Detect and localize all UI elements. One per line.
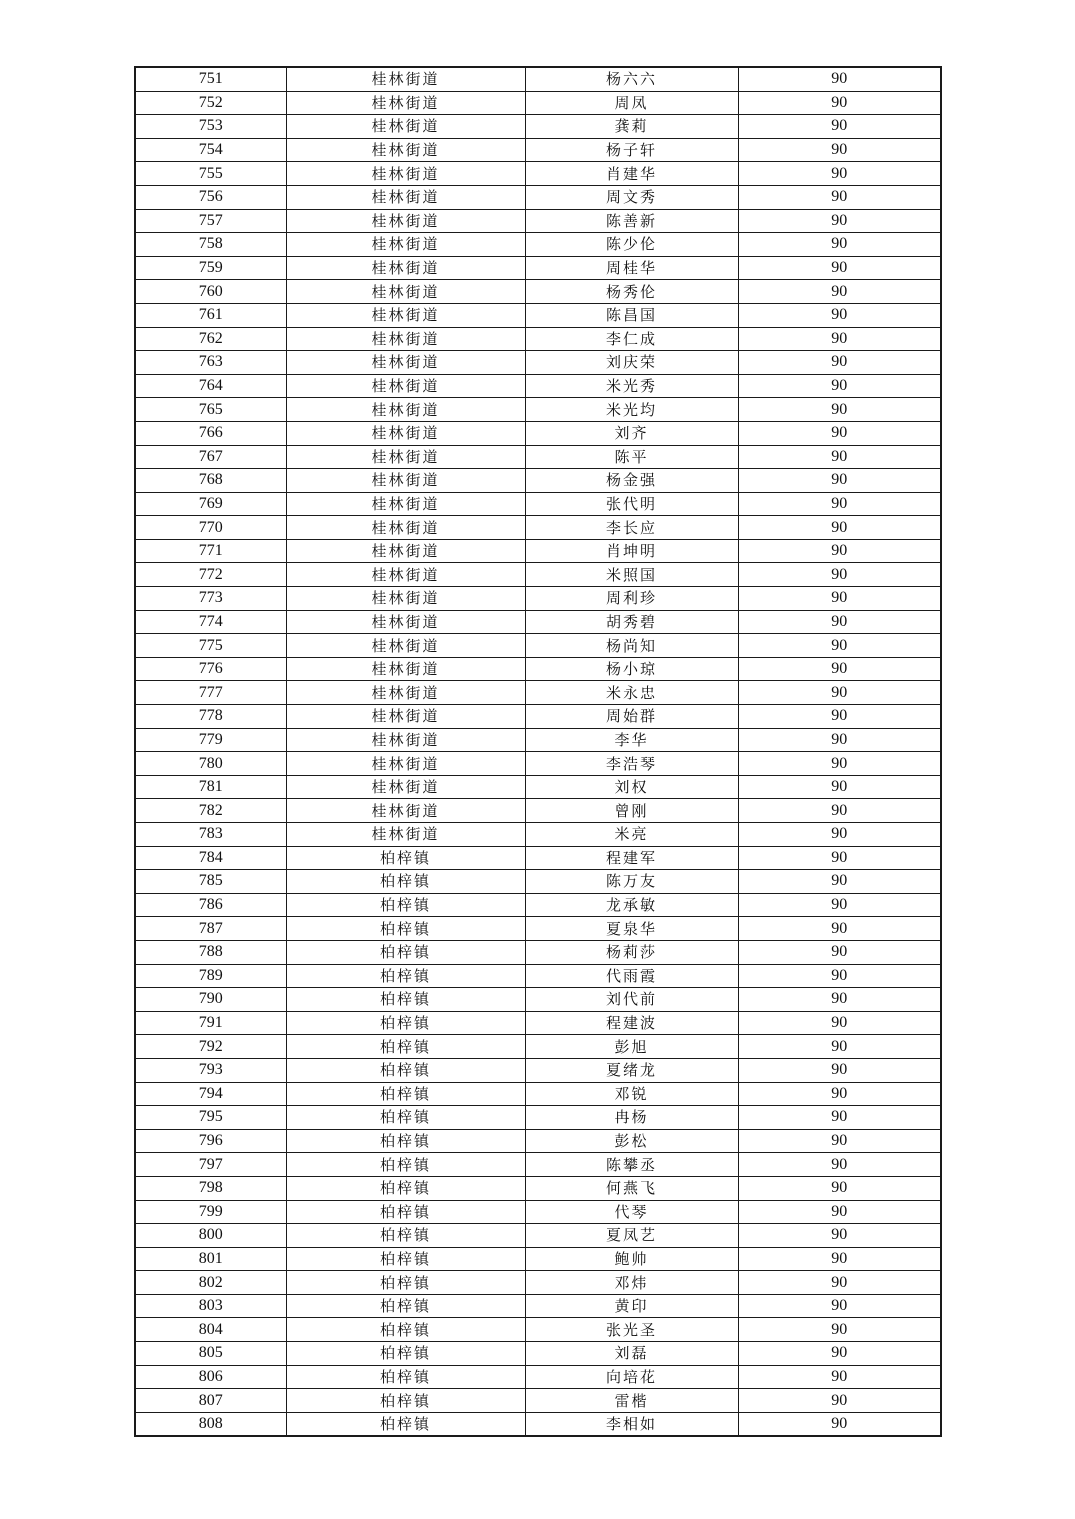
cell-number: 804: [135, 1318, 286, 1342]
cell-score: 90: [738, 374, 941, 398]
cell-town: 桂林街道: [286, 374, 525, 398]
cell-score: 90: [738, 185, 941, 209]
cell-name: 张光圣: [525, 1318, 738, 1342]
cell-town: 桂林街道: [286, 138, 525, 162]
cell-name: 杨小琼: [525, 657, 738, 681]
table-row: [135, 327, 941, 351]
table-row: [135, 846, 941, 870]
cell-town: 柏梓镇: [286, 893, 525, 917]
cell-number: 769: [135, 492, 286, 516]
cell-score: 90: [738, 280, 941, 304]
cell-name: 杨金强: [525, 469, 738, 493]
cell-town: 桂林街道: [286, 752, 525, 776]
cell-number: 758: [135, 233, 286, 257]
cell-score: 90: [738, 610, 941, 634]
cell-number: 770: [135, 516, 286, 540]
cell-score: 90: [738, 1082, 941, 1106]
table-row: [135, 1224, 941, 1248]
cell-number: 803: [135, 1294, 286, 1318]
cell-number: 782: [135, 799, 286, 823]
cell-town: 桂林街道: [286, 303, 525, 327]
table-row: [135, 1035, 941, 1059]
cell-town: 柏梓镇: [286, 1365, 525, 1389]
cell-town: 柏梓镇: [286, 1318, 525, 1342]
cell-score: 90: [738, 846, 941, 870]
cell-score: 90: [738, 1271, 941, 1295]
table-row: [135, 799, 941, 823]
cell-number: 776: [135, 657, 286, 681]
cell-score: 90: [738, 917, 941, 941]
cell-name: 刘磊: [525, 1342, 738, 1366]
cell-name: 程建波: [525, 1011, 738, 1035]
table-row: [135, 303, 941, 327]
cell-number: 762: [135, 327, 286, 351]
cell-number: 775: [135, 634, 286, 658]
cell-number: 802: [135, 1271, 286, 1295]
cell-number: 757: [135, 209, 286, 233]
cell-score: 90: [738, 1106, 941, 1130]
cell-number: 783: [135, 823, 286, 847]
cell-number: 797: [135, 1153, 286, 1177]
cell-town: 桂林街道: [286, 421, 525, 445]
cell-name: 李浩琴: [525, 752, 738, 776]
roster-table: [134, 66, 942, 1437]
table-row: [135, 445, 941, 469]
table-row: [135, 1389, 941, 1413]
cell-name: 杨子轩: [525, 138, 738, 162]
table-row: [135, 351, 941, 375]
table-row: [135, 1106, 941, 1130]
cell-number: 796: [135, 1129, 286, 1153]
table-row: [135, 469, 941, 493]
cell-score: 90: [738, 516, 941, 540]
table-row: [135, 940, 941, 964]
cell-score: 90: [738, 893, 941, 917]
table-row: [135, 775, 941, 799]
cell-number: 755: [135, 162, 286, 186]
cell-name: 刘代前: [525, 988, 738, 1012]
cell-score: 90: [738, 705, 941, 729]
cell-score: 90: [738, 728, 941, 752]
cell-score: 90: [738, 138, 941, 162]
cell-name: 胡秀碧: [525, 610, 738, 634]
table-row: [135, 705, 941, 729]
table-row: [135, 752, 941, 776]
cell-name: 代雨霞: [525, 964, 738, 988]
cell-name: 曾刚: [525, 799, 738, 823]
cell-score: 90: [738, 1058, 941, 1082]
cell-number: 764: [135, 374, 286, 398]
cell-number: 779: [135, 728, 286, 752]
cell-town: 桂林街道: [286, 610, 525, 634]
cell-town: 柏梓镇: [286, 988, 525, 1012]
table-row: [135, 280, 941, 304]
cell-score: 90: [738, 91, 941, 115]
cell-name: 鲍帅: [525, 1247, 738, 1271]
cell-score: 90: [738, 1153, 941, 1177]
cell-score: 90: [738, 1318, 941, 1342]
cell-number: 800: [135, 1224, 286, 1248]
table-row: [135, 256, 941, 280]
cell-number: 768: [135, 469, 286, 493]
cell-name: 夏绪龙: [525, 1058, 738, 1082]
cell-score: 90: [738, 1035, 941, 1059]
cell-number: 752: [135, 91, 286, 115]
cell-score: 90: [738, 539, 941, 563]
cell-number: 788: [135, 940, 286, 964]
cell-score: 90: [738, 445, 941, 469]
cell-name: 周始群: [525, 705, 738, 729]
table-row: [135, 539, 941, 563]
cell-town: 柏梓镇: [286, 964, 525, 988]
cell-town: 柏梓镇: [286, 1153, 525, 1177]
cell-score: 90: [738, 940, 941, 964]
cell-score: 90: [738, 1200, 941, 1224]
table-row: [135, 209, 941, 233]
cell-name: 杨秀伦: [525, 280, 738, 304]
cell-town: 柏梓镇: [286, 1058, 525, 1082]
table-row: [135, 185, 941, 209]
cell-town: 桂林街道: [286, 398, 525, 422]
cell-number: 778: [135, 705, 286, 729]
cell-number: 765: [135, 398, 286, 422]
cell-town: 桂林街道: [286, 280, 525, 304]
cell-town: 柏梓镇: [286, 1271, 525, 1295]
table-row: [135, 1176, 941, 1200]
cell-town: 桂林街道: [286, 256, 525, 280]
cell-score: 90: [738, 823, 941, 847]
table-row: [135, 1365, 941, 1389]
cell-town: 柏梓镇: [286, 1247, 525, 1271]
cell-number: 794: [135, 1082, 286, 1106]
table-row: [135, 1153, 941, 1177]
cell-town: 桂林街道: [286, 233, 525, 257]
cell-name: 杨六六: [525, 67, 738, 91]
cell-number: 786: [135, 893, 286, 917]
cell-score: 90: [738, 1342, 941, 1366]
cell-score: 90: [738, 775, 941, 799]
table-row: [135, 870, 941, 894]
table-row: [135, 421, 941, 445]
cell-number: 753: [135, 115, 286, 139]
cell-score: 90: [738, 67, 941, 91]
cell-town: 桂林街道: [286, 799, 525, 823]
cell-name: 米光秀: [525, 374, 738, 398]
cell-score: 90: [738, 162, 941, 186]
cell-score: 90: [738, 398, 941, 422]
cell-town: 桂林街道: [286, 162, 525, 186]
cell-number: 756: [135, 185, 286, 209]
table-row: [135, 1342, 941, 1366]
cell-score: 90: [738, 327, 941, 351]
cell-town: 桂林街道: [286, 775, 525, 799]
cell-town: 柏梓镇: [286, 1082, 525, 1106]
cell-score: 90: [738, 421, 941, 445]
cell-score: 90: [738, 469, 941, 493]
cell-name: 米永忠: [525, 681, 738, 705]
cell-town: 柏梓镇: [286, 1035, 525, 1059]
cell-number: 781: [135, 775, 286, 799]
cell-town: 柏梓镇: [286, 846, 525, 870]
table-row: [135, 563, 941, 587]
cell-town: 桂林街道: [286, 539, 525, 563]
cell-number: 807: [135, 1389, 286, 1413]
table-row: [135, 823, 941, 847]
cell-number: 771: [135, 539, 286, 563]
cell-score: 90: [738, 988, 941, 1012]
cell-town: 桂林街道: [286, 351, 525, 375]
cell-town: 桂林街道: [286, 728, 525, 752]
table-row: [135, 91, 941, 115]
table-row: [135, 162, 941, 186]
cell-number: 799: [135, 1200, 286, 1224]
cell-number: 772: [135, 563, 286, 587]
cell-name: 陈攀丞: [525, 1153, 738, 1177]
cell-name: 夏凤艺: [525, 1224, 738, 1248]
cell-score: 90: [738, 587, 941, 611]
cell-town: 柏梓镇: [286, 1342, 525, 1366]
cell-name: 杨莉莎: [525, 940, 738, 964]
cell-number: 763: [135, 351, 286, 375]
cell-name: 陈平: [525, 445, 738, 469]
table-row: [135, 657, 941, 681]
cell-score: 90: [738, 1365, 941, 1389]
cell-name: 代琴: [525, 1200, 738, 1224]
roster-table-body: [135, 67, 941, 1436]
table-row: [135, 67, 941, 91]
cell-number: 773: [135, 587, 286, 611]
cell-score: 90: [738, 1412, 941, 1436]
table-row: [135, 233, 941, 257]
cell-town: 桂林街道: [286, 516, 525, 540]
cell-name: 彭旭: [525, 1035, 738, 1059]
cell-score: 90: [738, 870, 941, 894]
cell-score: 90: [738, 752, 941, 776]
cell-name: 向培花: [525, 1365, 738, 1389]
cell-town: 柏梓镇: [286, 1224, 525, 1248]
table-row: [135, 115, 941, 139]
cell-town: 桂林街道: [286, 587, 525, 611]
cell-number: 791: [135, 1011, 286, 1035]
table-row: [135, 492, 941, 516]
cell-score: 90: [738, 256, 941, 280]
cell-score: 90: [738, 209, 941, 233]
cell-name: 周利珍: [525, 587, 738, 611]
cell-score: 90: [738, 657, 941, 681]
cell-name: 邓炜: [525, 1271, 738, 1295]
cell-name: 刘庆荣: [525, 351, 738, 375]
cell-town: 桂林街道: [286, 115, 525, 139]
cell-name: 邓锐: [525, 1082, 738, 1106]
cell-name: 杨尚知: [525, 634, 738, 658]
cell-number: 754: [135, 138, 286, 162]
table-row: [135, 587, 941, 611]
table-row: [135, 1318, 941, 1342]
table-row: [135, 1294, 941, 1318]
table-row: [135, 988, 941, 1012]
table-row: [135, 610, 941, 634]
cell-score: 90: [738, 1176, 941, 1200]
cell-number: 787: [135, 917, 286, 941]
cell-number: 774: [135, 610, 286, 634]
cell-name: 刘权: [525, 775, 738, 799]
cell-name: 陈善新: [525, 209, 738, 233]
cell-number: 780: [135, 752, 286, 776]
cell-town: 桂林街道: [286, 327, 525, 351]
table-row: [135, 1011, 941, 1035]
cell-name: 陈少伦: [525, 233, 738, 257]
cell-town: 柏梓镇: [286, 917, 525, 941]
cell-town: 桂林街道: [286, 469, 525, 493]
cell-number: 785: [135, 870, 286, 894]
cell-town: 桂林街道: [286, 681, 525, 705]
table-row: [135, 1129, 941, 1153]
cell-name: 夏泉华: [525, 917, 738, 941]
table-row: [135, 1412, 941, 1436]
table-row: [135, 893, 941, 917]
cell-number: 798: [135, 1176, 286, 1200]
cell-score: 90: [738, 799, 941, 823]
cell-score: 90: [738, 563, 941, 587]
cell-town: 桂林街道: [286, 823, 525, 847]
table-row: [135, 1058, 941, 1082]
table-row: [135, 1082, 941, 1106]
table-row: [135, 728, 941, 752]
cell-name: 肖坤明: [525, 539, 738, 563]
cell-number: 806: [135, 1365, 286, 1389]
cell-town: 柏梓镇: [286, 940, 525, 964]
cell-name: 李长应: [525, 516, 738, 540]
cell-name: 周凤: [525, 91, 738, 115]
cell-name: 米亮: [525, 823, 738, 847]
cell-town: 桂林街道: [286, 657, 525, 681]
cell-town: 桂林街道: [286, 492, 525, 516]
table-row: [135, 516, 941, 540]
cell-number: 760: [135, 280, 286, 304]
cell-score: 90: [738, 1011, 941, 1035]
cell-town: 桂林街道: [286, 445, 525, 469]
cell-town: 柏梓镇: [286, 1176, 525, 1200]
cell-name: 张代明: [525, 492, 738, 516]
table-row: [135, 634, 941, 658]
cell-name: 龙承敏: [525, 893, 738, 917]
cell-number: 767: [135, 445, 286, 469]
cell-town: 桂林街道: [286, 91, 525, 115]
cell-number: 789: [135, 964, 286, 988]
cell-name: 陈昌国: [525, 303, 738, 327]
cell-name: 龚莉: [525, 115, 738, 139]
cell-name: 何燕飞: [525, 1176, 738, 1200]
cell-number: 766: [135, 421, 286, 445]
cell-town: 桂林街道: [286, 67, 525, 91]
cell-name: 米光均: [525, 398, 738, 422]
cell-town: 柏梓镇: [286, 1294, 525, 1318]
cell-score: 90: [738, 303, 941, 327]
cell-town: 桂林街道: [286, 563, 525, 587]
cell-number: 792: [135, 1035, 286, 1059]
table-row: [135, 138, 941, 162]
cell-score: 90: [738, 351, 941, 375]
cell-name: 肖建华: [525, 162, 738, 186]
cell-town: 桂林街道: [286, 209, 525, 233]
table-row: [135, 917, 941, 941]
cell-name: 周文秀: [525, 185, 738, 209]
table-row: [135, 1247, 941, 1271]
cell-number: 751: [135, 67, 286, 91]
cell-number: 777: [135, 681, 286, 705]
cell-town: 桂林街道: [286, 705, 525, 729]
table-row: [135, 964, 941, 988]
cell-town: 柏梓镇: [286, 1200, 525, 1224]
cell-name: 周桂华: [525, 256, 738, 280]
cell-number: 793: [135, 1058, 286, 1082]
cell-town: 柏梓镇: [286, 1011, 525, 1035]
cell-town: 柏梓镇: [286, 1106, 525, 1130]
cell-score: 90: [738, 492, 941, 516]
cell-town: 柏梓镇: [286, 1129, 525, 1153]
cell-name: 程建军: [525, 846, 738, 870]
table-row: [135, 398, 941, 422]
table-row: [135, 681, 941, 705]
cell-number: 808: [135, 1412, 286, 1436]
cell-town: 桂林街道: [286, 634, 525, 658]
cell-name: 黄印: [525, 1294, 738, 1318]
cell-name: 李仁成: [525, 327, 738, 351]
cell-score: 90: [738, 1294, 941, 1318]
cell-number: 761: [135, 303, 286, 327]
cell-score: 90: [738, 964, 941, 988]
cell-score: 90: [738, 634, 941, 658]
cell-name: 陈万友: [525, 870, 738, 894]
cell-name: 彭松: [525, 1129, 738, 1153]
cell-score: 90: [738, 1389, 941, 1413]
cell-number: 805: [135, 1342, 286, 1366]
cell-number: 795: [135, 1106, 286, 1130]
cell-number: 784: [135, 846, 286, 870]
cell-number: 790: [135, 988, 286, 1012]
cell-name: 冉杨: [525, 1106, 738, 1130]
cell-name: 李华: [525, 728, 738, 752]
cell-number: 801: [135, 1247, 286, 1271]
cell-name: 刘齐: [525, 421, 738, 445]
cell-name: 雷楷: [525, 1389, 738, 1413]
cell-score: 90: [738, 1129, 941, 1153]
cell-score: 90: [738, 681, 941, 705]
cell-number: 759: [135, 256, 286, 280]
table-row: [135, 1271, 941, 1295]
cell-name: 李相如: [525, 1412, 738, 1436]
cell-score: 90: [738, 1247, 941, 1271]
cell-town: 柏梓镇: [286, 870, 525, 894]
table-row: [135, 374, 941, 398]
cell-score: 90: [738, 115, 941, 139]
cell-town: 柏梓镇: [286, 1389, 525, 1413]
cell-town: 柏梓镇: [286, 1412, 525, 1436]
cell-town: 桂林街道: [286, 185, 525, 209]
table-row: [135, 1200, 941, 1224]
cell-name: 米照国: [525, 563, 738, 587]
cell-score: 90: [738, 1224, 941, 1248]
cell-score: 90: [738, 233, 941, 257]
